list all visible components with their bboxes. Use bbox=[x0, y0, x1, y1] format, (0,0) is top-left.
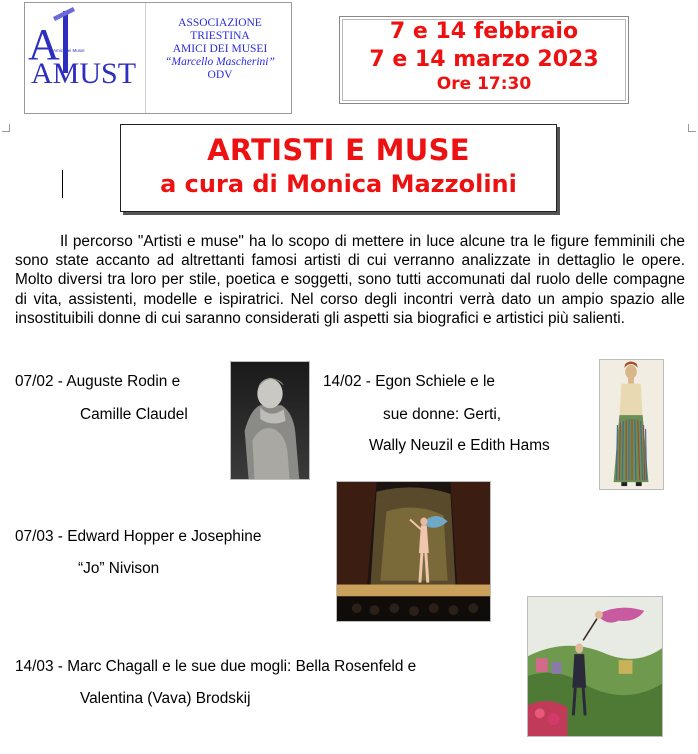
logo-text: AMUST bbox=[31, 57, 137, 90]
association-line-3: “Marcello Mascherini” bbox=[165, 56, 275, 68]
session-2-line-3: Wally Neuzil e Edith Hams bbox=[369, 437, 550, 454]
session-2-line-1: 14/02 - Egon Schiele e le bbox=[323, 373, 495, 390]
association-line-2: AMICI DEI MUSEI bbox=[172, 43, 268, 55]
margin-corner-right bbox=[688, 124, 696, 132]
association-header-box bbox=[24, 2, 292, 114]
session-4-line-2: Valentina (Vava) Brodskij bbox=[80, 690, 251, 707]
image-schiele-portrait bbox=[599, 359, 664, 490]
association-name bbox=[149, 17, 291, 82]
logo-separator bbox=[145, 3, 146, 113]
intro-paragraph: Il percorso "Artisti e muse" ha lo scopo di mettere in luce alcune tra le figure femminili che sono state accanto ad altrettanti famosi artisti di cui verranno analizzate in dettaglio le opere. Molto diversi tra loro per stile, poetica e soggetti, sono tutti accomunati dal ruolo delle compagne di vita, assistenti, modelle e ispiratrici. Nel corso degli incontri verrà dato un ampio spazio alle insostituibili donne di cui saranno considerati gli aspetti sia biografici e artistici più salienti. bbox=[15, 233, 685, 327]
time-label: Ore 17:30 bbox=[436, 74, 532, 94]
session-1-line-2: Camille Claudel bbox=[80, 406, 188, 423]
association-line-4: ODV bbox=[207, 69, 233, 81]
image-hopper-painting bbox=[336, 481, 491, 622]
session-3-line-2: “Jo” Nivison bbox=[78, 560, 160, 577]
session-1-line-1: 07/02 - Auguste Rodin e bbox=[15, 373, 181, 390]
page-subtitle: a cura di Monica Mazzolini bbox=[160, 170, 517, 198]
text-cursor bbox=[62, 170, 63, 198]
session-4-line-1: 14/03 - Marc Chagall e le sue due mogli: Bella Rosenfeld e bbox=[15, 658, 417, 675]
dates-box bbox=[339, 16, 629, 104]
image-chagall-painting bbox=[527, 596, 663, 737]
logo-small-text: Amici dei Musei bbox=[53, 48, 85, 53]
amust-logo bbox=[25, 3, 137, 113]
margin-corner-left bbox=[2, 124, 10, 132]
svg-text:A: A bbox=[28, 20, 60, 69]
page-title: ARTISTI E MUSE bbox=[207, 133, 470, 167]
dates-march: 7 e 14 marzo 2023 bbox=[369, 47, 599, 72]
image-rodin-sculpture bbox=[230, 361, 310, 480]
dates-february: 7 e 14 febbraio bbox=[389, 19, 579, 44]
title-box bbox=[120, 124, 557, 212]
association-line-1: ASSOCIAZIONE TRIESTINA bbox=[178, 17, 262, 42]
session-2-line-2: sue donne: Gerti, bbox=[383, 406, 502, 423]
session-3-line-1: 07/03 - Edward Hopper e Josephine bbox=[15, 528, 262, 545]
